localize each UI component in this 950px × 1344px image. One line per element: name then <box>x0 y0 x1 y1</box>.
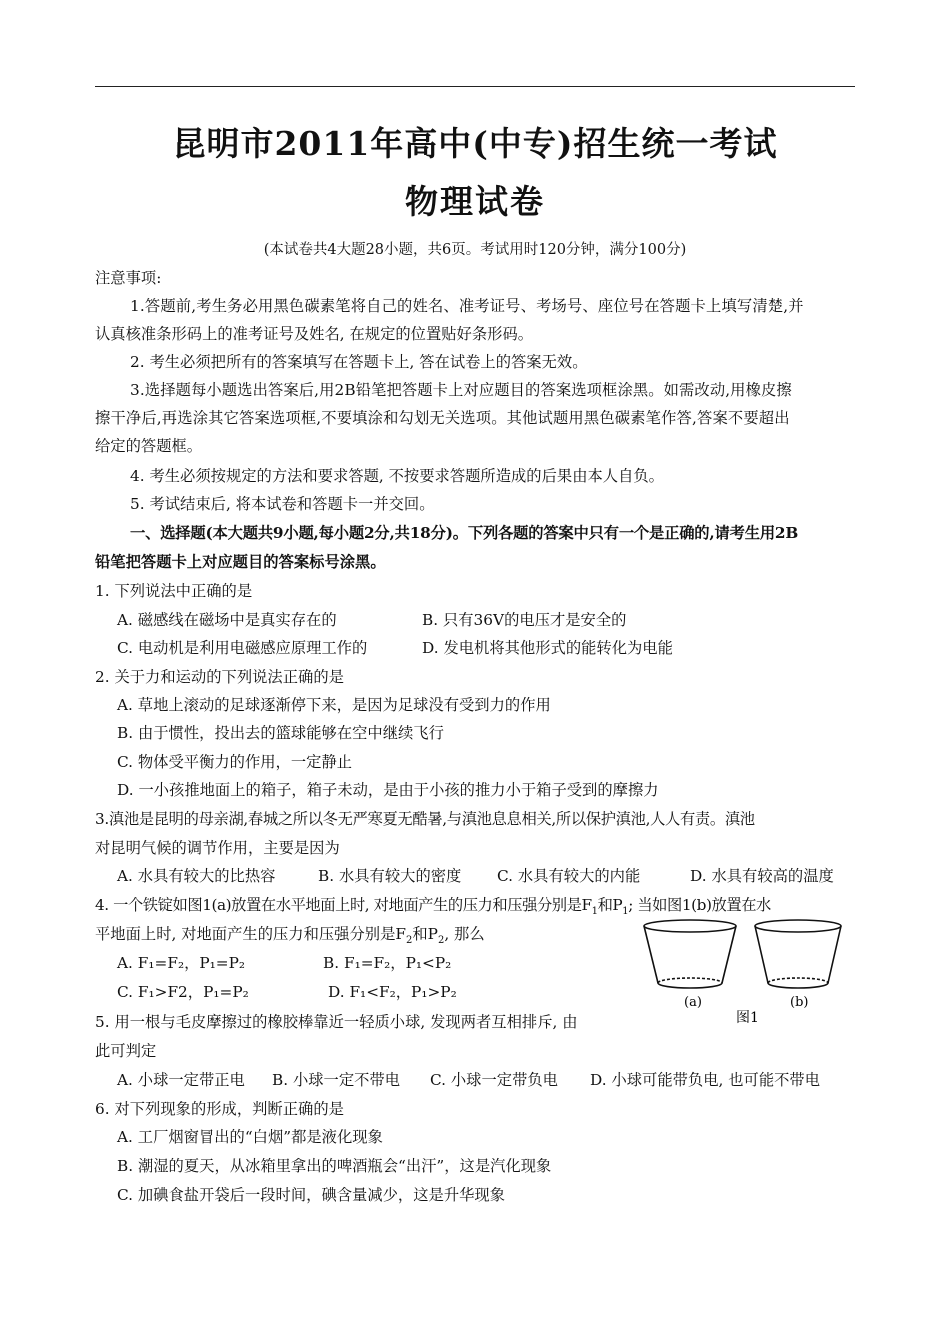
figure-1 <box>638 915 858 1030</box>
notice-item: 3.选择题每小题选出答案后,用2B铅笔把答题卡上对应题目的答案选项框涂黑。如需改动,用橡皮擦 <box>130 381 792 399</box>
notice-item: 认真核准条形码上的准考证号及姓名, 在规定的位置贴好条形码。 <box>95 325 534 343</box>
question-6-option-c: C. 加碘食盐开袋后一段时间，碘含量减少，这是升华现象 <box>117 1186 506 1204</box>
question-5-option-d: D. 小球可能带负电, 也可能不带电 <box>590 1071 821 1089</box>
exam-info: (本试卷共4大题28小题，共6页。考试用时120分钟，满分100分) <box>263 242 687 258</box>
question-4-option-c: C. F₁>F2，P₁=P₂ <box>117 983 249 1001</box>
question-3-option-c: C. 水具有较大的内能 <box>497 867 641 885</box>
question-1-option-b: B. 只有36V的电压才是安全的 <box>422 611 627 629</box>
question-1-stem: 1. 下列说法中正确的是 <box>95 582 253 600</box>
question-2-option-b: B. 由于惯性，投出去的篮球能够在空中继续飞行 <box>117 724 444 742</box>
section-heading: 一、选择题(本大题共9小题,每小题2分,共18分)。下列各题的答案中只有一个是正确的,请考生用2B <box>130 524 799 542</box>
notice-item: 给定的答题框。 <box>95 437 203 455</box>
frustum-a <box>644 920 736 988</box>
question-4-stem-cont: 平地面上时, 对地面产生的压力和压强分别是$F_2$和$P_2$, 那么 <box>95 925 485 947</box>
question-5-option-c: C. 小球一定带负电 <box>430 1071 558 1089</box>
question-6-option-a: A. 工厂烟窗冒出的“白烟”都是液化现象 <box>117 1128 383 1146</box>
notice-item: 2. 考生必须把所有的答案填写在答题卡上, 答在试卷上的答案无效。 <box>130 353 588 371</box>
notice-item: 1.答题前,考生务必用黑色碳素笔将自己的姓名、准考证号、考场号、座位号在答题卡上填写清楚,并 <box>130 297 804 315</box>
question-3-stem: 3.滇池是昆明的母亲湖,春城之所以冬无严寒夏无酷暑,与滇池息息相关,所以保护滇池,人人有责。滇池 <box>95 810 755 828</box>
question-5-option-a: A. 小球一定带正电 <box>117 1071 245 1089</box>
question-6-option-b: B. 潮湿的夏天，从冰箱里拿出的啤酒瓶会“出汗”，这是汽化现象 <box>117 1157 552 1175</box>
question-1-option-a: A. 磁感线在磁场中是真实存在的 <box>117 611 337 629</box>
figure-caption: 图1 <box>736 1010 759 1026</box>
question-4-option-d: D. F₁<F₂，P₁>P₂ <box>328 983 457 1001</box>
notice-item: 5. 考试结束后, 将本试卷和答题卡一并交回。 <box>130 495 435 513</box>
notice-item: 擦干净后,再选涂其它答案选项框,不要填涂和勾划无关选项。其他试题用黑色碳素笔作答,答案不要超出 <box>95 409 790 427</box>
question-4-stem: 4. 一个铁锭如图1(a)放置在水平地面上时, 对地面产生的压力和压强分别是$F_1$和$P_1$; 当如图1(b)放置在水 <box>95 896 771 918</box>
question-3-option-b: B. 水具有较大的密度 <box>318 867 462 885</box>
question-2-option-a: A. 草地上滚动的足球逐渐停下来，是因为足球没有受到力的作用 <box>117 696 551 714</box>
question-2-option-d: D. 一小孩推地面上的箱子，箱子未动，是由于小孩的推力小于箱子受到的摩擦力 <box>117 781 659 799</box>
top-rule <box>95 86 855 87</box>
question-4-option-b: B. F₁=F₂，P₁<P₂ <box>323 954 452 972</box>
question-3-option-a: A. 水具有较大的比热容 <box>117 867 276 885</box>
figure-label-a: (a) <box>684 995 702 1010</box>
exam-subtitle: 物理试卷 <box>405 182 545 221</box>
question-2-option-c: C. 物体受平衡力的作用，一定静止 <box>117 753 353 771</box>
question-4-option-a: A. F₁=F₂，P₁=P₂ <box>117 954 246 972</box>
question-2-stem: 2. 关于力和运动的下列说法正确的是 <box>95 668 344 686</box>
question-3-stem-cont: 对昆明气候的调节作用，主要是因为 <box>95 839 340 857</box>
question-3-option-d: D. 水具有较高的温度 <box>690 867 834 885</box>
question-6-stem: 6. 对下列现象的形成，判断正确的是 <box>95 1100 344 1118</box>
question-5-option-b: B. 小球一定不带电 <box>272 1071 401 1089</box>
frustum-b <box>755 920 841 988</box>
exam-title: 昆明市2011年高中(中专)招生统一考试 <box>172 124 778 163</box>
question-5-stem: 5. 用一根与毛皮摩擦过的橡胶棒靠近一轻质小球, 发现两者互相排斥, 由 <box>95 1013 578 1031</box>
question-1-option-c: C. 电动机是利用电磁感应原理工作的 <box>117 639 368 657</box>
section-heading-cont: 铅笔把答题卡上对应题目的答案标号涂黑。 <box>95 553 386 571</box>
frustum-diagram <box>638 915 858 1030</box>
figure-label-b: (b) <box>790 995 809 1010</box>
notice-heading: 注意事项: <box>95 269 162 287</box>
notice-item: 4. 考生必须按规定的方法和要求答题, 不按要求答题所造成的后果由本人自负。 <box>130 467 664 485</box>
question-5-stem-cont: 此可判定 <box>95 1042 157 1060</box>
question-1-option-d: D. 发电机将其他形式的能转化为电能 <box>422 639 673 657</box>
